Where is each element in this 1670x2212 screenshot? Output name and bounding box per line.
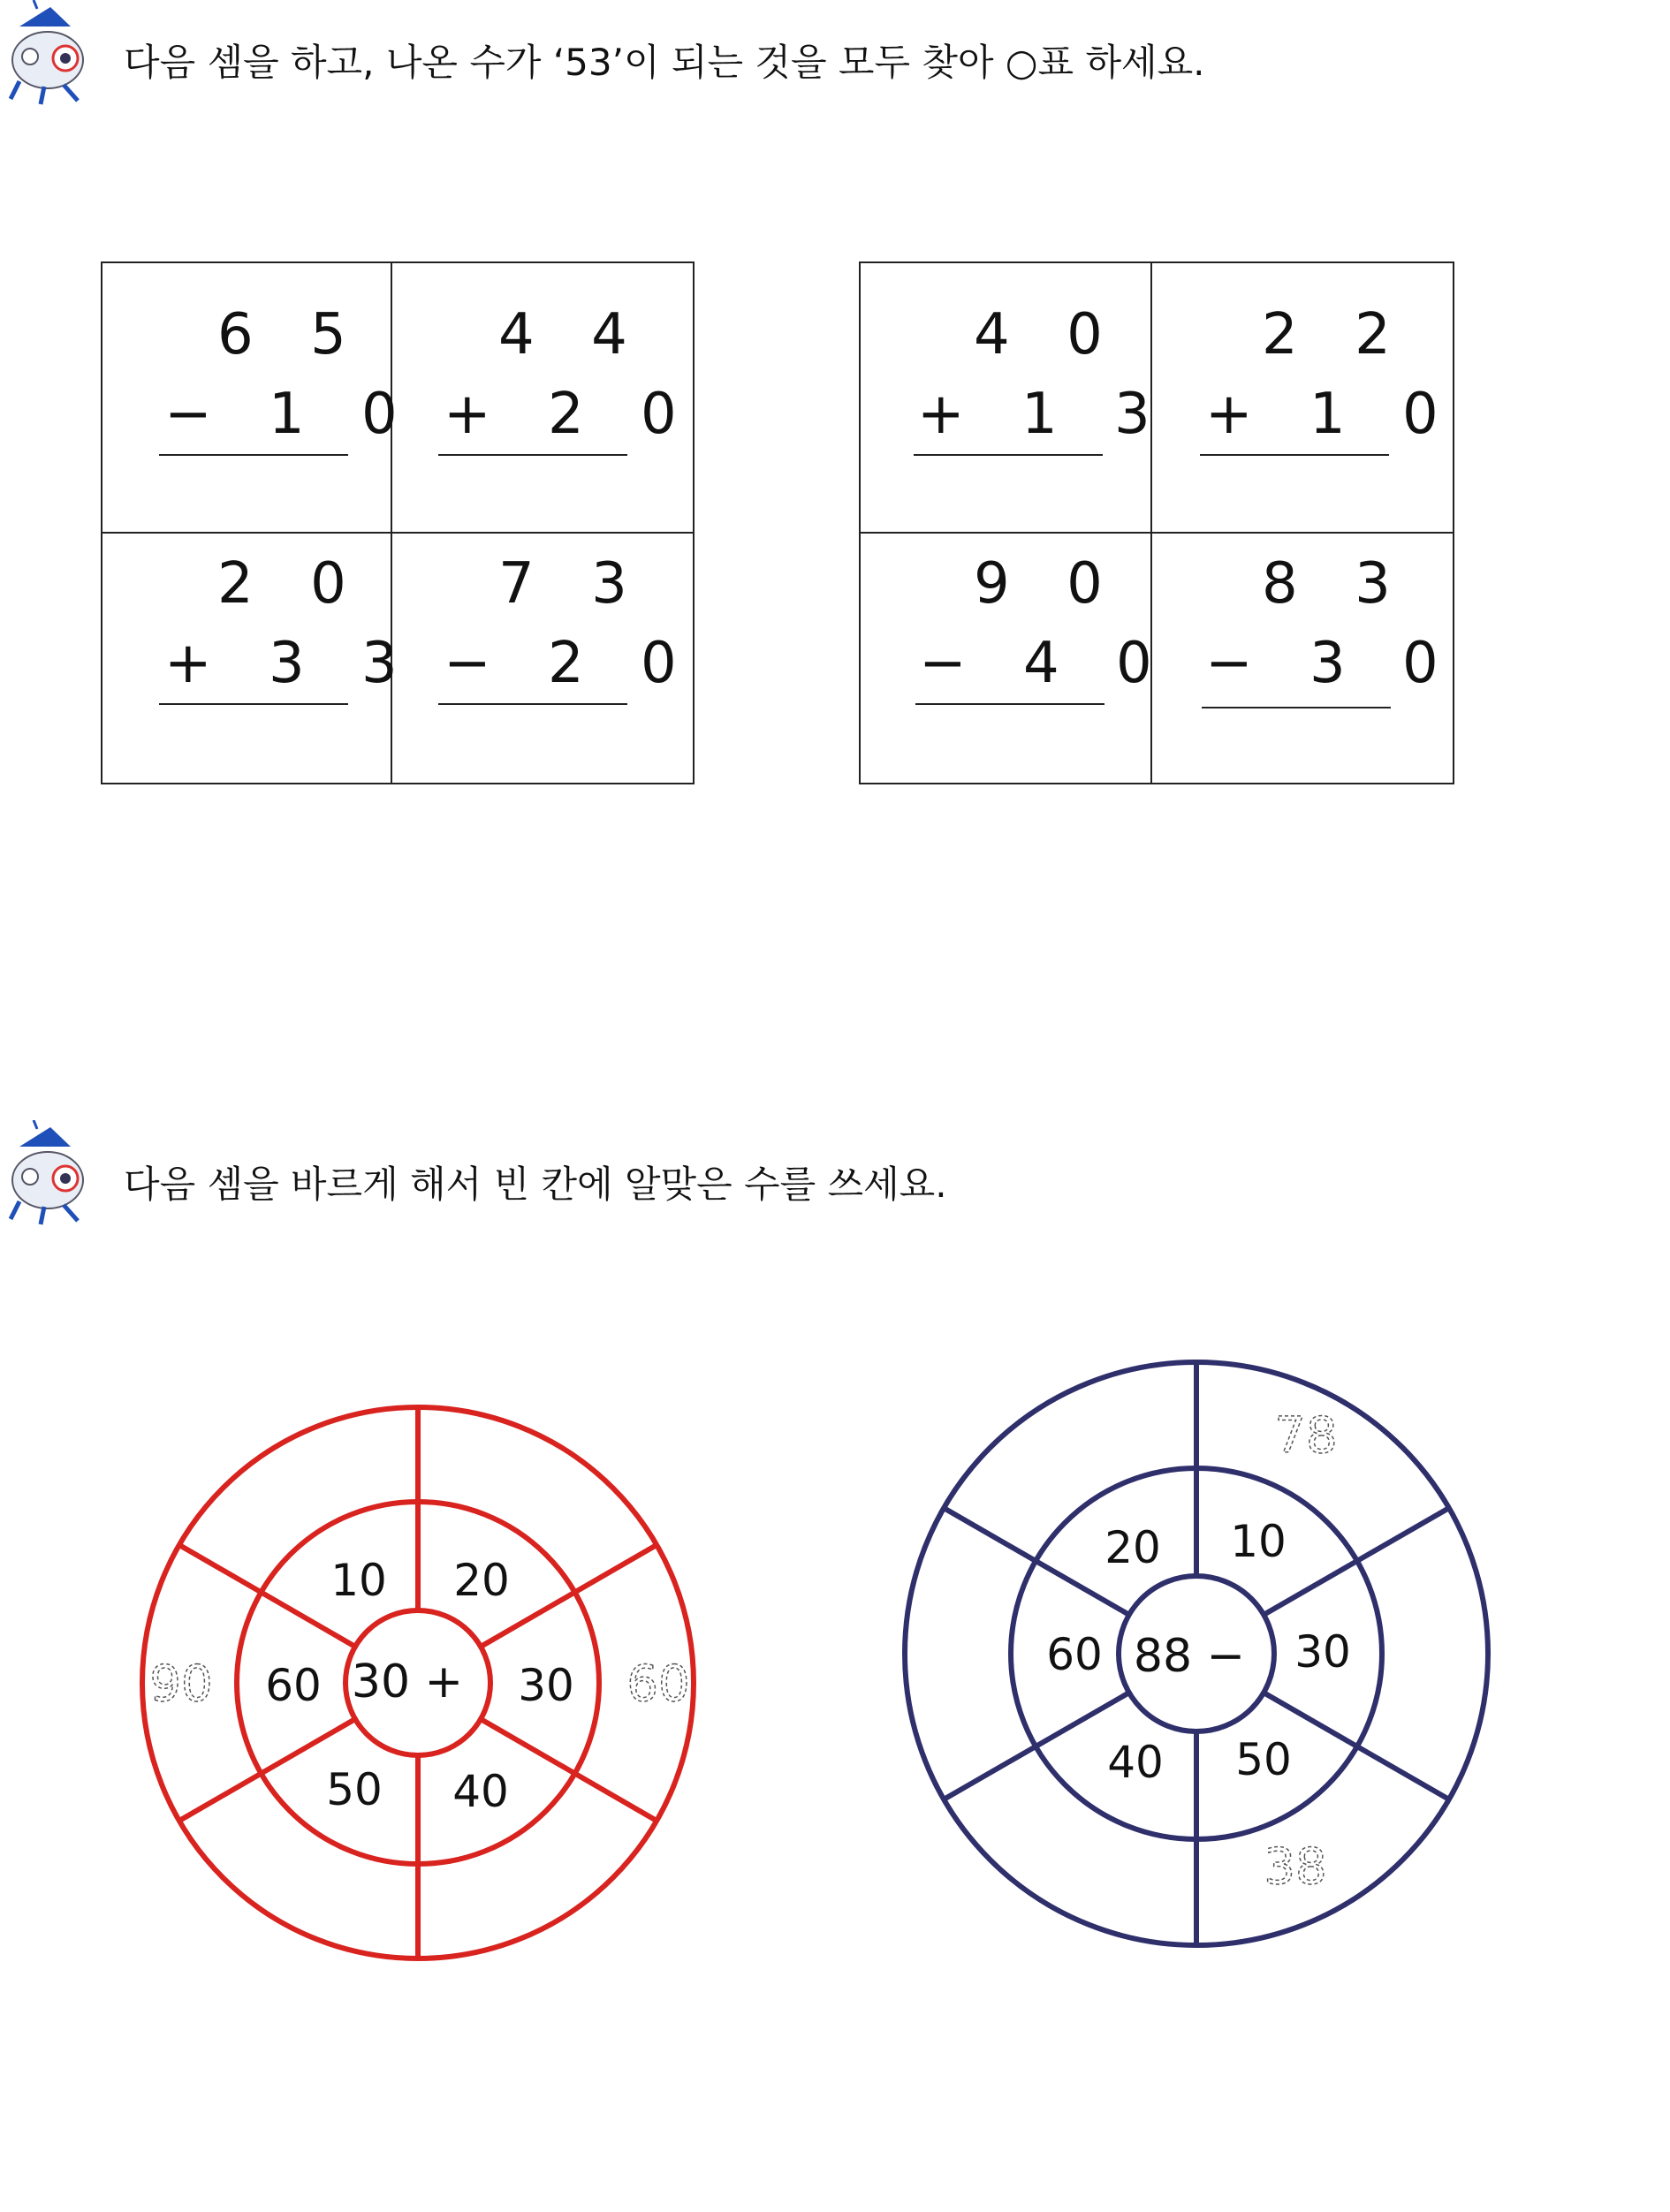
wheel-inner-number: 10 (330, 1555, 387, 1606)
wheel-center-label: 88 − (1133, 1630, 1246, 1683)
wheel-inner-number: 50 (326, 1764, 383, 1815)
answer-line (915, 703, 1104, 705)
answer-line (159, 454, 348, 456)
question-2-header (0, 1120, 1670, 1226)
problem-cell[interactable] (102, 263, 417, 534)
answer-line (914, 454, 1103, 456)
problem-cell[interactable] (1152, 263, 1458, 534)
wheel-inner-number: 20 (1104, 1522, 1161, 1573)
problem-top-number: 4 4 (498, 302, 647, 367)
wheel-inner-number: 30 (518, 1660, 574, 1711)
wheel-inner-number: 40 (1107, 1737, 1164, 1788)
wheel-inner-number: 40 (452, 1766, 509, 1817)
wheel-answer-left[interactable]: 90 (149, 1655, 213, 1713)
wheel-answer-right[interactable]: 60 (626, 1655, 690, 1713)
wheel-inner-number: 60 (1046, 1629, 1103, 1680)
mascot-icon (2, 1120, 99, 1226)
problem-cell[interactable] (102, 534, 417, 783)
problem-bottom-number: + 1 0 (1205, 382, 1458, 447)
answer-line (1202, 707, 1391, 708)
problem-top-number: 2 0 (217, 551, 366, 617)
wheel-answer-bottom[interactable]: 38 (1264, 1838, 1327, 1896)
answer-line (159, 703, 348, 705)
wheel-inner-number: 10 (1230, 1516, 1287, 1567)
wheel-inner-number: 60 (265, 1660, 322, 1711)
problem-cell[interactable] (861, 534, 1172, 783)
question-1-instruction: 다음 셈을 하고, 나온 수가 ‘53’이 되는 것을 모두 찾아 ○표 하세요. (124, 41, 1205, 84)
question-2-instruction: 다음 셈을 바르게 해서 빈 칸에 알맞은 수를 쓰세요. (124, 1163, 947, 1206)
problem-top-number: 8 3 (1262, 551, 1410, 617)
problem-grid-1 (101, 261, 695, 784)
problem-bottom-number: − 4 0 (919, 631, 1172, 696)
problem-top-number: 9 0 (974, 551, 1122, 617)
problem-bottom-number: − 1 0 (164, 382, 417, 447)
problem-top-number: 4 0 (974, 302, 1122, 367)
problem-cell[interactable] (1152, 534, 1458, 783)
wheel-answer-top[interactable]: 78 (1274, 1407, 1338, 1465)
addition-wheel (109, 1374, 727, 1992)
problem-top-number: 6 5 (217, 302, 366, 367)
problem-bottom-number: + 1 3 (917, 382, 1170, 447)
wheel-center-label: 30 + (351, 1655, 464, 1708)
wheel-inner-number: 30 (1294, 1626, 1351, 1678)
problem-cell[interactable] (392, 263, 696, 534)
problem-cell[interactable] (392, 534, 696, 783)
problem-bottom-number: + 2 0 (444, 382, 696, 447)
wheel-inner-number: 50 (1235, 1734, 1292, 1785)
mascot-icon (2, 0, 99, 106)
problem-bottom-number: − 2 0 (444, 631, 696, 696)
problem-grid-2 (859, 261, 1458, 784)
answer-line (1200, 454, 1389, 456)
answer-line (438, 703, 627, 705)
problem-top-number: 2 2 (1262, 302, 1410, 367)
problem-bottom-number: + 3 3 (164, 631, 417, 696)
question-1-header (0, 0, 1670, 106)
problem-top-number: 7 3 (498, 551, 647, 617)
subtraction-wheel (878, 1336, 1514, 1972)
wheel-inner-number: 20 (453, 1555, 510, 1606)
answer-line (438, 454, 627, 456)
problem-bottom-number: − 3 0 (1205, 631, 1458, 696)
problem-cell[interactable] (861, 263, 1170, 534)
